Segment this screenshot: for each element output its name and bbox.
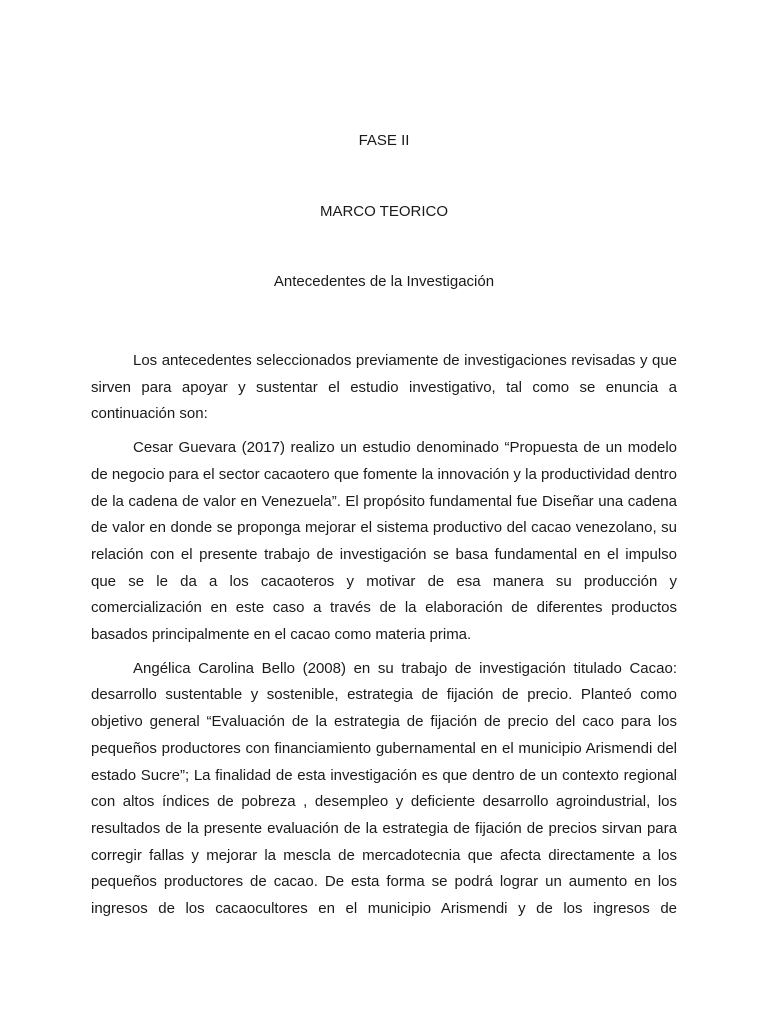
phase-heading: FASE II	[358, 132, 410, 149]
section-title: MARCO TEORICO	[319, 203, 449, 220]
document-body	[91, 348, 677, 930]
paragraph-guevara: Cesar Guevara (2017) realizo un estudio denominado “Propuesta de un modelo de negocio para el sector cacaotero que fomente la innovación y la productividad dentro de la cadena de valor en Venezuela”. El propósito fundamental fue Diseñar una cadena de valor en donde se proponga mejorar el sistema productivo del cacao venezolano, su relación con el presente trabajo de investigación se basa fundamental en el impulso que se le da a los cacaoteros y motivar de esa manera su producción y comercialización en este caso a través de la elaboración de diferentes productos basados principalmente en el cacao como materia prima.	[91, 439, 677, 644]
paragraph-intro: Los antecedentes seleccionados previamente de investigaciones revisadas y que sirven para apoyar y sustentar el estudio investigativo, tal como se enuncia a continuación son:	[91, 352, 677, 423]
paragraph-bello: Angélica Carolina Bello (2008) en su trabajo de investigación titulado Cacao: desarrollo sustentable y sostenible, estrategia de fijación de precio. Planteó como objetivo general “Evaluación de la estrategia de fijación de precio del caco para los pequeños productores con financiamiento gubernamental en el municipio Arismendi del estado Sucre”; La finalidad de esta investigación es que dentro de un contexto regional con altos índices de pobreza , desempleo y deficiente desarrollo agroindustrial, los resultados de la presente evaluación de la estrategia de fijación de precios sirvan para corregir fallas y mejorar la mescla de mercadotecnia que afecta directamente a los pequeños productores de cacao. De esta forma se podrá lograr un aumento en los ingresos de los cacaocultores en el municipio Arismendi y de los ingresos de	[91, 659, 677, 918]
subsection-title: Antecedentes de la Investigación	[273, 273, 495, 290]
